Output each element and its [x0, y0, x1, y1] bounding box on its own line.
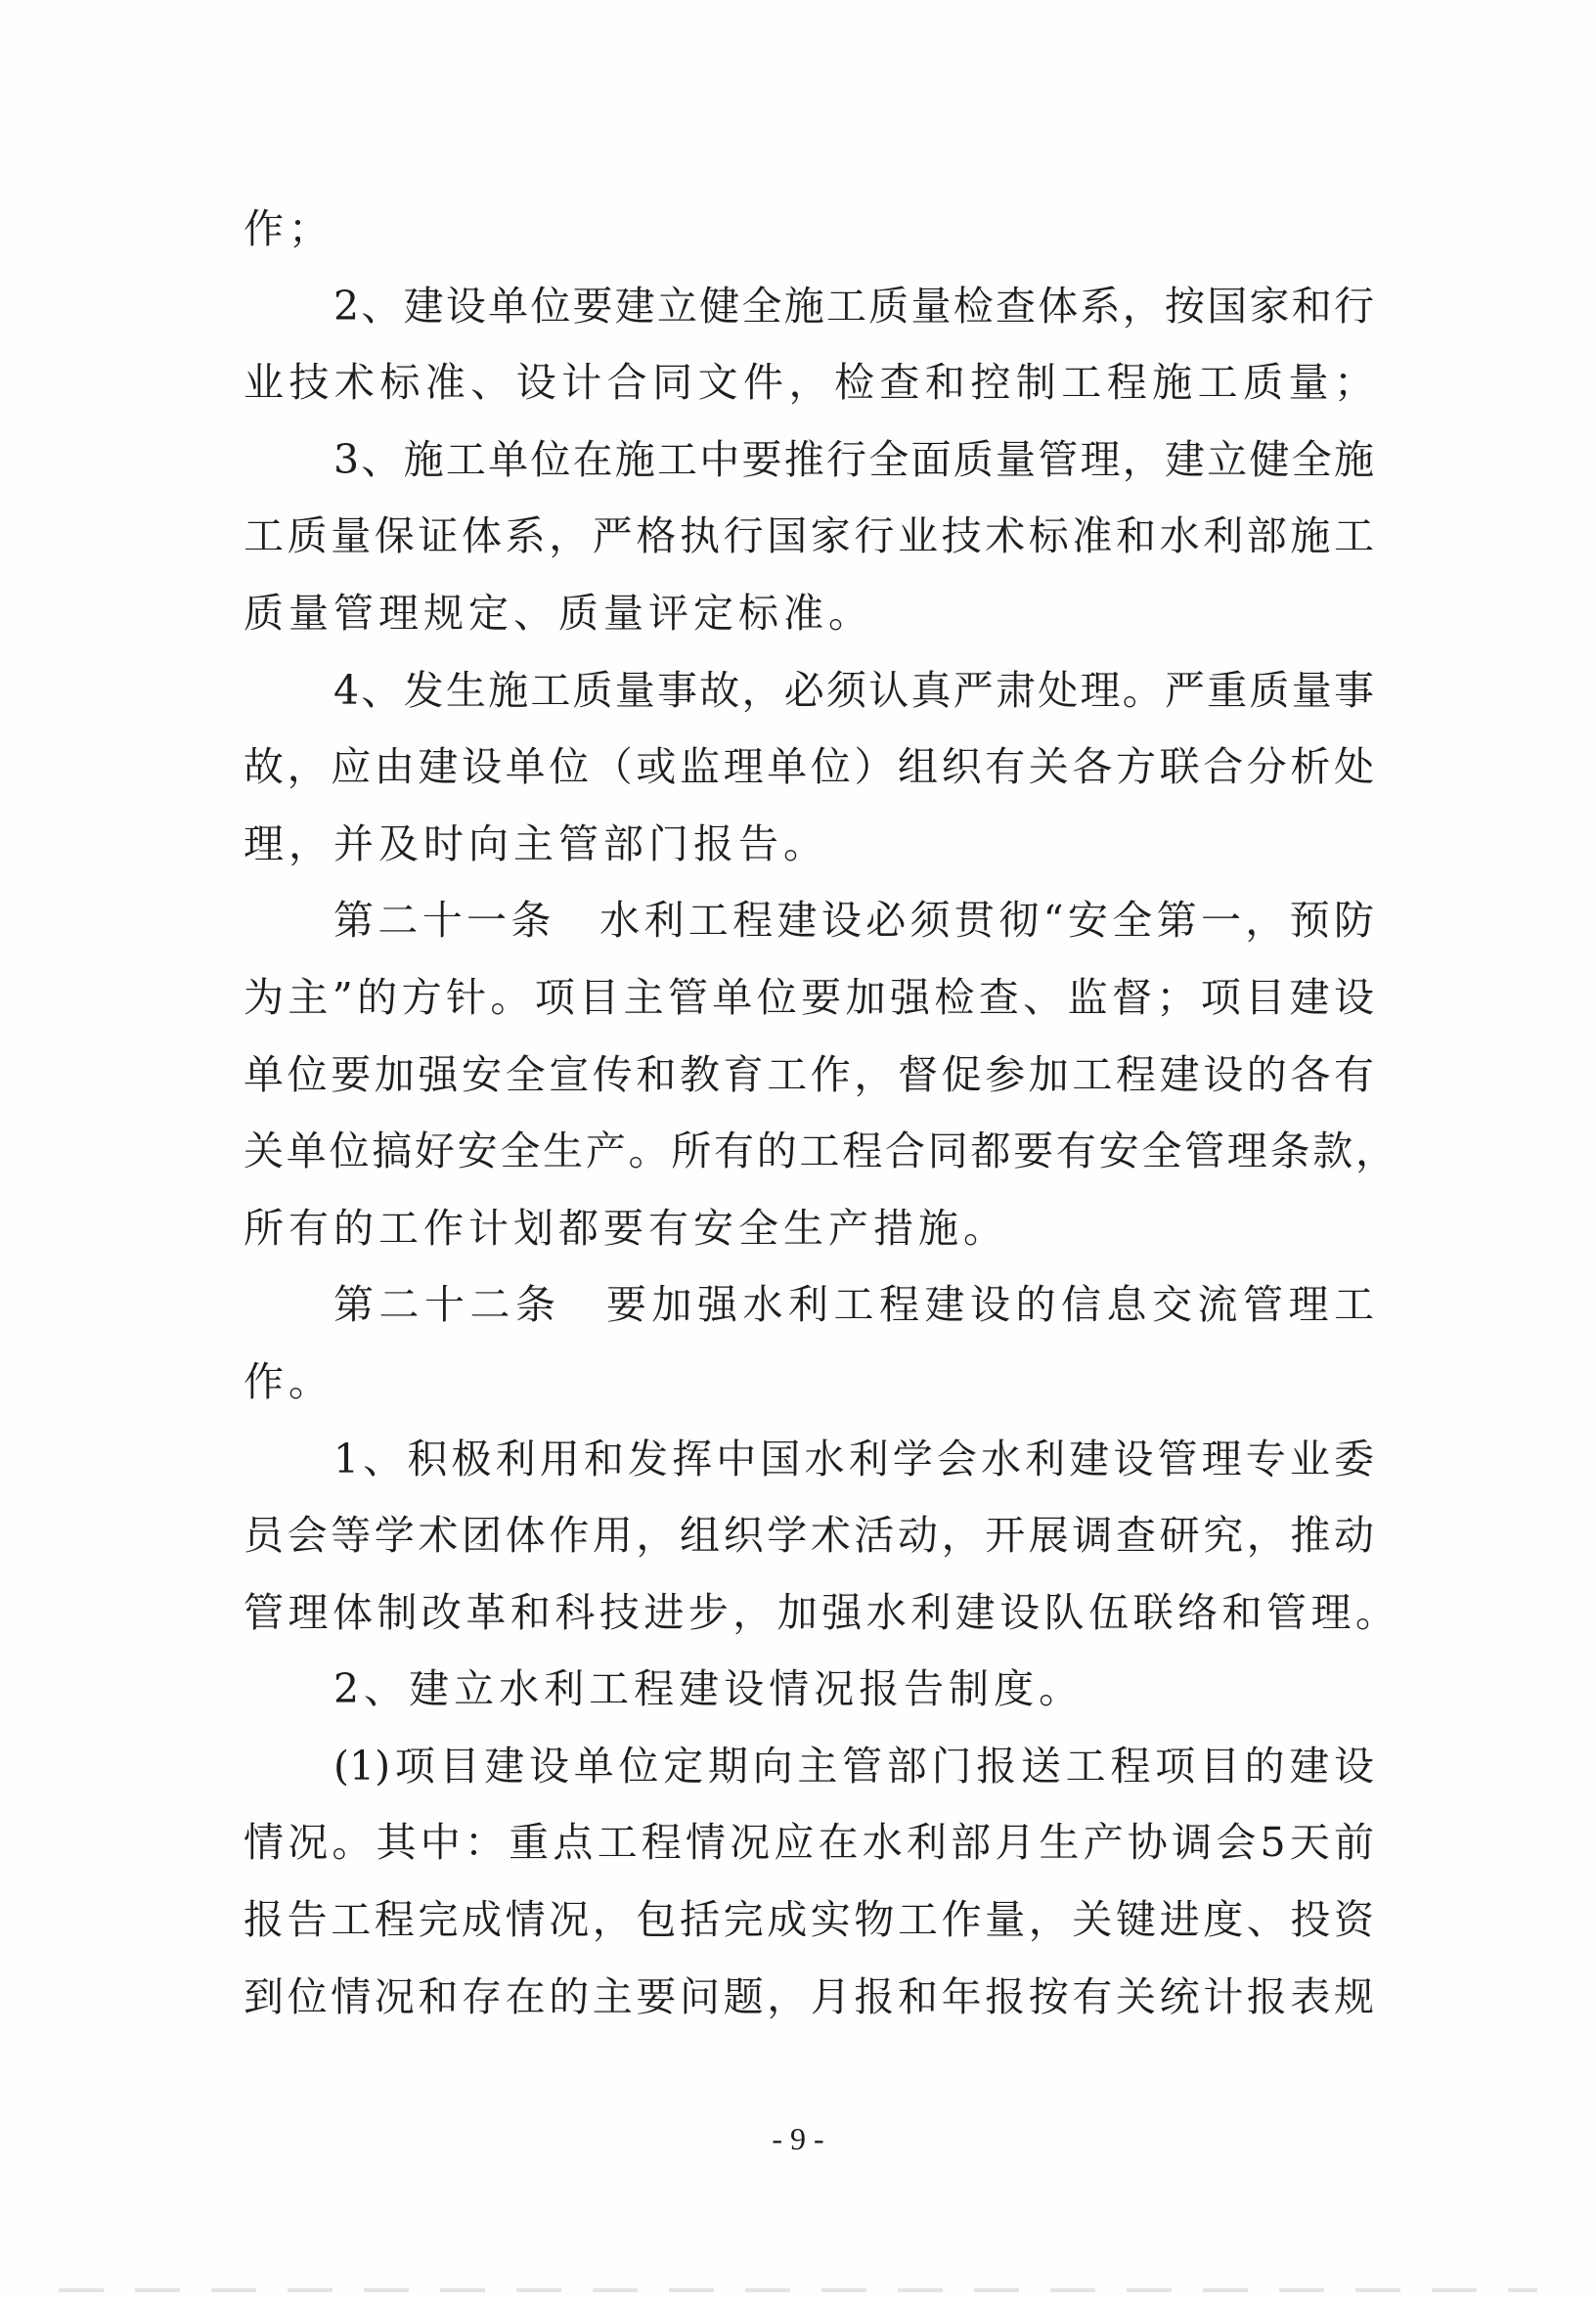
- text-line: 情况。其中：重点工程情况应在水利部月生产协调会5天前: [244, 1819, 1374, 1867]
- text-line: 1、积极利用和发挥中国水利学会水利建设管理专业委: [333, 1435, 1374, 1482]
- paragraph-item-3-contractor: [244, 421, 1374, 652]
- text-line: 质量管理规定、质量评定标准。: [244, 589, 873, 637]
- text-line: 单位要加强安全宣传和教育工作，督促参加工程建设的各有: [244, 1050, 1374, 1098]
- scan-edge-artifact: [59, 2288, 1537, 2292]
- text-line: 3、施工单位在施工中要推行全面质量管理，建立健全施: [333, 435, 1374, 483]
- text-line: 管理体制改革和科技进步，加强水利建设队伍联络和管理。: [244, 1588, 1396, 1636]
- text-line: 员会等学术团体作用，组织学术活动，开展调查研究，推动: [244, 1512, 1374, 1560]
- paragraph-item-2-construction-unit: [244, 268, 1374, 421]
- text-line: 工质量保证体系，严格执行国家行业技术标准和水利部施工: [244, 512, 1374, 560]
- text-line: 报告工程完成情况，包括完成实物工作量，关键进度、投资: [244, 1896, 1374, 1944]
- paragraph-item-4-quality-accident: [244, 652, 1374, 883]
- text-line: 作；: [244, 205, 333, 252]
- text-line: 第二十一条 水利工程建设必须贯彻“安全第一，预防: [333, 897, 1374, 945]
- paragraph-item-2-reporting-system: [244, 1651, 1374, 1728]
- text-line: 到位情况和存在的主要问题，月报和年报按有关统计报表规: [244, 1972, 1374, 2020]
- text-line: 所有的工作计划都要有安全生产措施。: [244, 1204, 1008, 1252]
- body-text: [244, 191, 1396, 2035]
- paragraph-article-21: [244, 882, 1396, 1266]
- text-line: 2、建立水利工程建设情况报告制度。: [333, 1665, 1085, 1713]
- text-line: 理，并及时向主管部门报告。: [244, 819, 828, 867]
- paragraph-article-22: [244, 1266, 1374, 1420]
- text-line: 故，应由建设单位（或监理单位）组织有关各方联合分析处: [244, 743, 1374, 791]
- text-line: 为主”的方针。项目主管单位要加强检查、监督；项目建设: [244, 973, 1374, 1021]
- text-line: 业技术标准、设计合同文件，检查和控制工程施工质量；: [244, 359, 1374, 407]
- paragraph-item-1-academic-bodies: [244, 1421, 1396, 1652]
- text-line: (1)项目建设单位定期向主管部门报送工程项目的建设: [333, 1742, 1374, 1790]
- page-number: - 9 -: [772, 2121, 824, 2156]
- text-line: 4、发生施工质量事故，必须认真严肃处理。严重质量事: [333, 666, 1374, 714]
- text-line: 2、建设单位要建立健全施工质量检查体系，按国家和行: [333, 282, 1374, 330]
- paragraph-continuation: [244, 191, 1374, 268]
- text-line: 第二十二条 要加强水利工程建设的信息交流管理工: [333, 1281, 1374, 1329]
- paragraph-subitem-1-periodic-report: [244, 1728, 1374, 2035]
- text-line: 关单位搞好安全生产。所有的工程合同都要有安全管理条款，: [244, 1128, 1396, 1175]
- text-line: 作。: [244, 1357, 333, 1405]
